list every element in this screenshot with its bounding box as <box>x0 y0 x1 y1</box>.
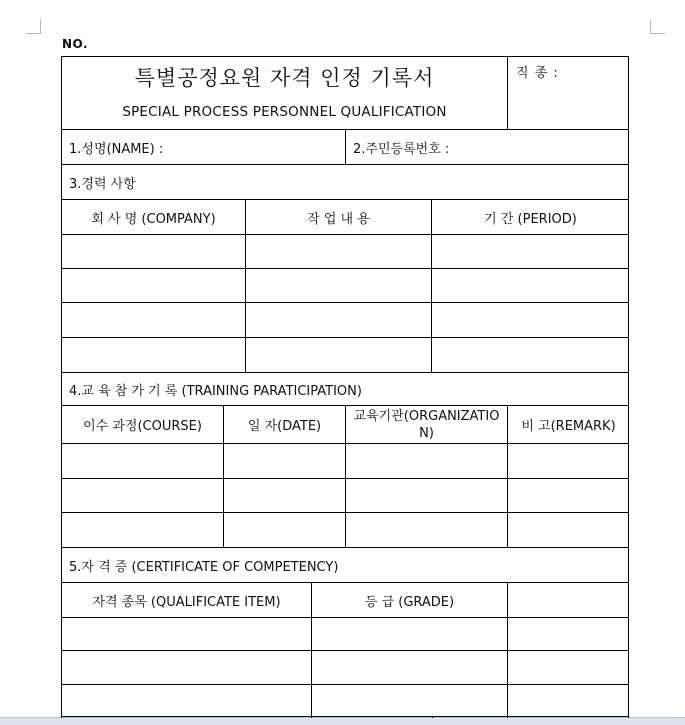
career-cell[interactable] <box>431 268 629 302</box>
certificate-cell[interactable] <box>311 650 507 684</box>
training-header-organization: 교육기관(ORGANIZATION) <box>345 405 507 443</box>
certificate-cell[interactable] <box>61 684 311 718</box>
certificate-cell[interactable] <box>311 617 507 650</box>
training-cell[interactable] <box>223 443 345 478</box>
document-number-label: NO. <box>62 37 89 51</box>
career-cell[interactable] <box>61 234 245 268</box>
career-cell[interactable] <box>245 268 431 302</box>
career-cell[interactable] <box>245 302 431 337</box>
certificate-cell[interactable] <box>311 684 507 718</box>
form-title-korean: 특별공정요원 자격 인정 기록서 <box>134 66 435 90</box>
training-cell[interactable] <box>507 478 629 512</box>
certificate-header-extra <box>507 582 629 617</box>
training-header-date: 일 자(DATE) <box>223 405 345 443</box>
training-cell[interactable] <box>223 512 345 547</box>
career-cell[interactable] <box>245 337 431 372</box>
career-section-label: 3.경력 사항 <box>61 164 629 199</box>
career-header-period: 기 간 (PERIOD) <box>431 199 629 234</box>
training-cell[interactable] <box>507 443 629 478</box>
training-cell[interactable] <box>507 512 629 547</box>
training-cell[interactable] <box>345 443 507 478</box>
certificate-cell[interactable] <box>61 617 311 650</box>
certificate-header-item: 자격 종목 (QUALIFICATE ITEM) <box>61 582 311 617</box>
career-cell[interactable] <box>245 234 431 268</box>
resident-number-field[interactable]: 2.주민등록번호 : <box>345 129 629 164</box>
career-cell[interactable] <box>61 302 245 337</box>
certificate-cell[interactable] <box>507 617 629 650</box>
certificate-cell[interactable] <box>61 650 311 684</box>
career-header-work: 작 업 내 용 <box>245 199 431 234</box>
certificate-header-grade: 등 급 (GRADE) <box>311 582 507 617</box>
next-row-edge <box>61 716 432 718</box>
training-cell[interactable] <box>61 443 223 478</box>
training-section-label: 4.교 육 참 가 기 록 (TRAINING PARATICIPATION) <box>61 372 629 405</box>
training-cell[interactable] <box>345 478 507 512</box>
training-cell[interactable] <box>345 512 507 547</box>
page-corner-mark-right <box>650 19 665 34</box>
job-type-label: 직 종 : <box>516 66 559 81</box>
career-cell[interactable] <box>431 302 629 337</box>
training-cell[interactable] <box>61 512 223 547</box>
career-cell[interactable] <box>61 268 245 302</box>
training-header-course: 이수 과정(COURSE) <box>61 405 223 443</box>
form-title-english: SPECIAL PROCESS PERSONNEL QUALIFICATION <box>122 104 447 120</box>
certificate-cell[interactable] <box>507 684 629 718</box>
certificate-cell[interactable] <box>507 650 629 684</box>
career-cell[interactable] <box>431 234 629 268</box>
training-cell[interactable] <box>223 478 345 512</box>
next-row-edge <box>432 716 628 718</box>
training-cell[interactable] <box>61 478 223 512</box>
career-cell[interactable] <box>431 337 629 372</box>
training-header-remark: 비 고(REMARK) <box>507 405 629 443</box>
page-corner-mark-left <box>26 19 41 34</box>
career-cell[interactable] <box>61 337 245 372</box>
career-header-company: 회 사 명 (COMPANY) <box>61 199 245 234</box>
form-right-border <box>628 56 629 718</box>
name-field[interactable]: 1.성명(NAME) : <box>61 129 345 164</box>
certificate-section-label: 5.자 격 증 (CERTIFICATE OF COMPETENCY) <box>61 547 629 582</box>
